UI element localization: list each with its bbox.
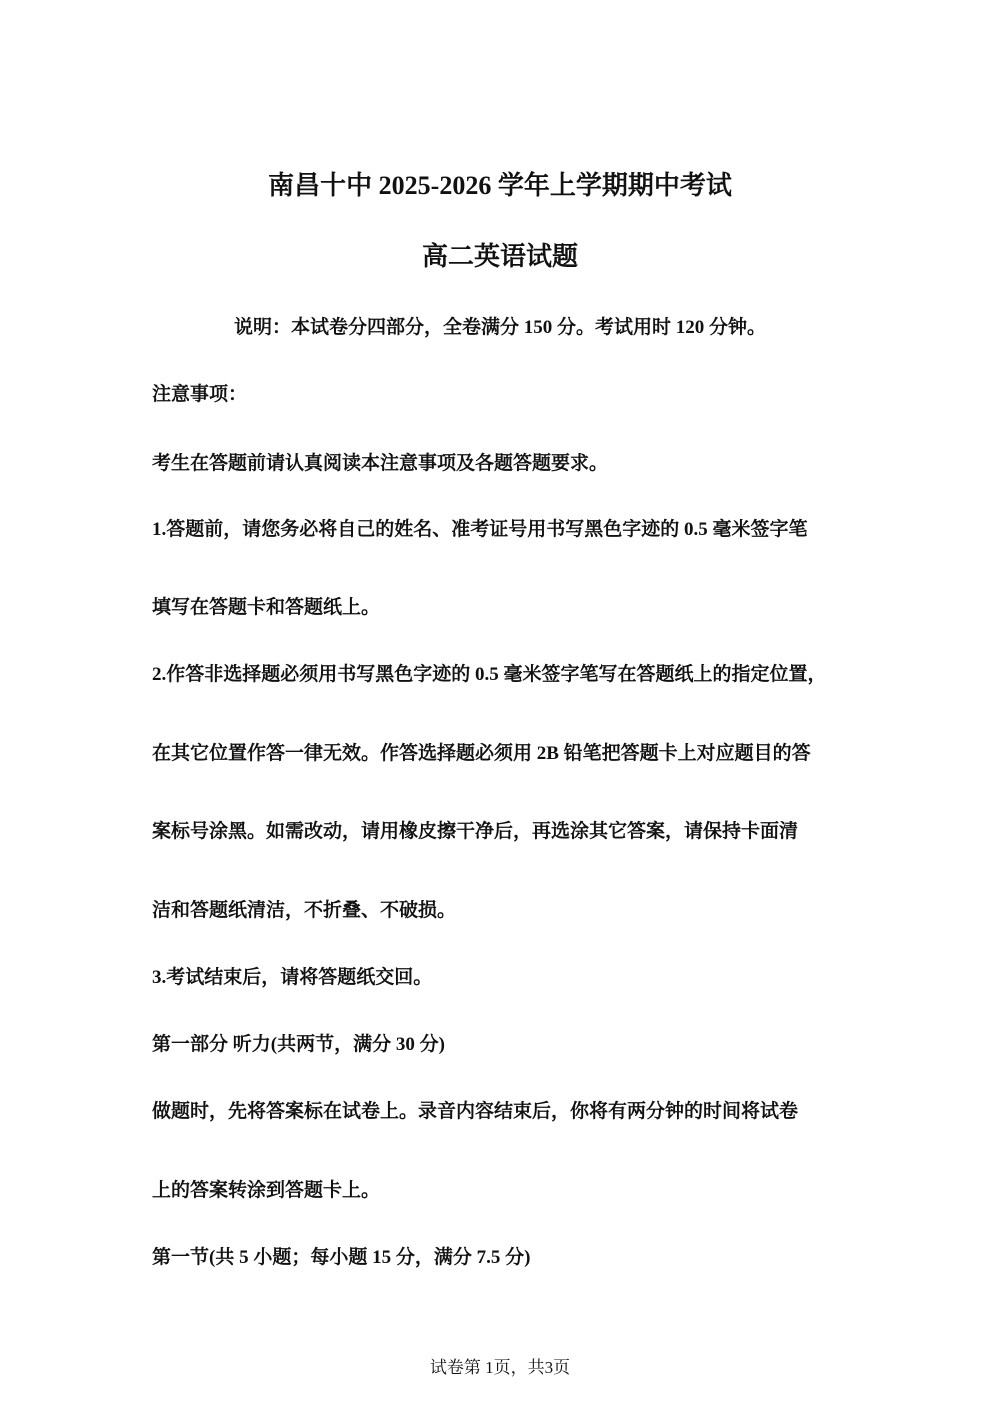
note-item-2-line-1: 2.作答非选择题必须用书写黑色字迹的 0.5 毫米签字笔写在答题纸上的指定位置，	[152, 664, 827, 685]
exam-title: 南昌十中 2025-2026 学年上学期期中考试	[268, 171, 732, 200]
page-footer: 试卷第 1页，共3页	[429, 1358, 571, 1377]
section1-heading: 第一节(共 5 小题；每小题 15 分，满分 7.5 分)	[152, 1247, 531, 1268]
note-item-2-line-4: 洁和答题纸清洁，不折叠、不破损。	[152, 900, 457, 921]
exam-intro: 说明：本试卷分四部分，全卷满分 150 分。考试用时 120 分钟。	[233, 317, 766, 338]
exam-subtitle: 高二英语试题	[421, 242, 578, 271]
part1-instruction-line-1: 做题时，先将答案标在试卷上。录音内容结束后，你将有两分钟的时间将试卷	[152, 1101, 799, 1122]
note-item-3: 3.考试结束后，请将答题纸交回。	[152, 967, 433, 988]
note-item-2-line-3: 案标号涂黑。如需改动，请用橡皮擦干净后，再选涂其它答案，请保持卡面清	[152, 821, 799, 842]
part1-heading: 第一部分 听力(共两节，满分 30 分)	[152, 1034, 445, 1055]
part1-instruction-line-2: 上的答案转涂到答题卡上。	[152, 1180, 381, 1201]
note-item-1-line-2: 填写在答题卡和答题纸上。	[152, 597, 381, 618]
note-item-1-line-1: 1.答题前，请您务必将自己的姓名、准考证号用书写黑色字迹的 0.5 毫米签字笔	[152, 519, 808, 540]
notes-lead: 考生在答题前请认真阅读本注意事项及各题答题要求。	[152, 453, 609, 474]
note-item-2-line-2: 在其它位置作答一律无效。作答选择题必须用 2B 铅笔把答题卡上对应题目的答	[152, 743, 811, 764]
notes-heading: 注意事项：	[152, 384, 248, 405]
